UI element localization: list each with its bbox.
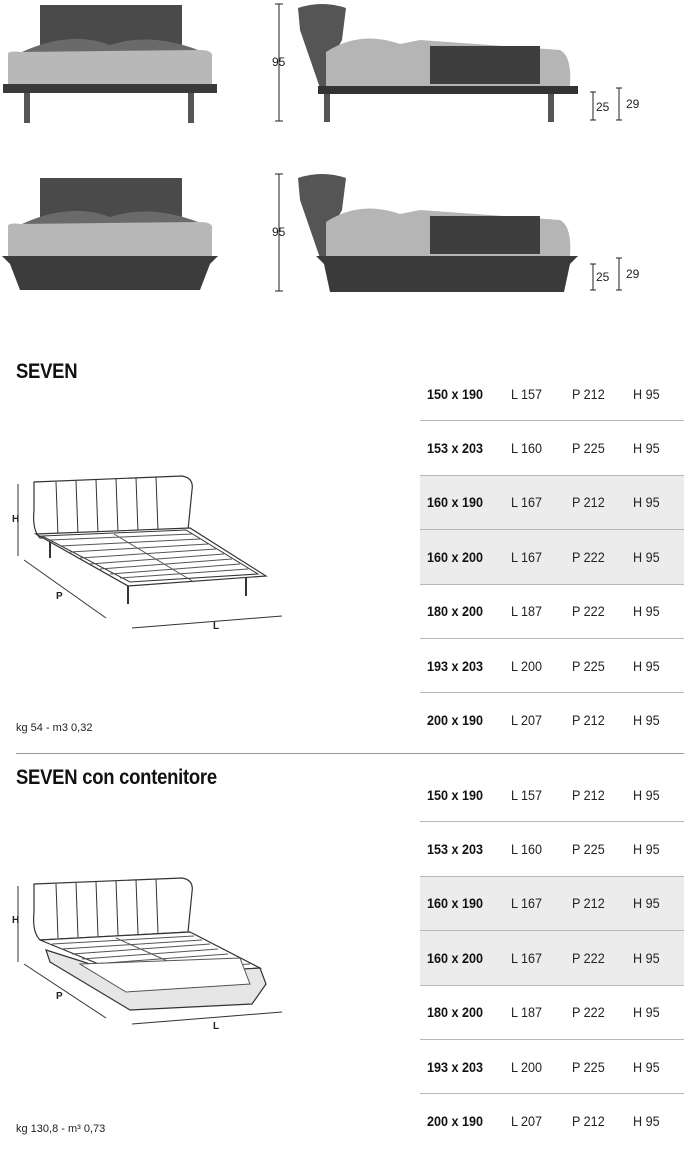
bed-side-view-storage [0,170,600,300]
row-depth: P 225 [572,1058,605,1075]
row-height: H 95 [633,548,660,565]
table-row [420,476,684,530]
row-depth: P 225 [572,657,605,674]
diagram-label-p: P [56,991,63,1002]
row-size: 150 x 190 [427,385,484,402]
row-size: 160 x 200 [427,548,484,565]
row-length: L 167 [511,494,543,511]
row-size: 160 x 200 [427,949,484,966]
table-row [420,530,684,584]
bed-storage-isometric-diagram [10,872,300,1042]
section-divider [16,753,684,754]
row-depth: P 212 [572,786,605,803]
table-row [420,822,684,876]
row-depth: P 212 [572,385,605,402]
row-depth: P 222 [572,603,605,620]
row-length: L 207 [511,1113,543,1130]
row-height: H 95 [633,712,660,729]
side-dim-b: 29 [626,267,640,281]
row-height: H 95 [633,385,660,402]
table-row [420,1040,684,1094]
row-size: 193 x 203 [427,657,484,674]
side-dim-b: 29 [626,97,640,111]
table-row [420,1094,684,1147]
row-size: 160 x 190 [427,494,484,511]
row-size: 180 x 200 [427,1004,484,1021]
row-length: L 200 [511,657,543,674]
table-row [420,986,684,1040]
row-length: L 157 [511,786,543,803]
row-size: 153 x 203 [427,440,484,457]
size-table [420,367,684,747]
table-row [420,693,684,746]
diagram-label-h: H [12,514,20,525]
row-length: L 167 [511,548,543,565]
row-height: H 95 [633,440,660,457]
row-size: 160 x 190 [427,895,484,912]
diagram-label-h: H [12,915,20,926]
row-height: H 95 [633,603,660,620]
row-length: L 200 [511,1058,543,1075]
row-size: 150 x 190 [427,786,484,803]
table-row [420,585,684,639]
front-height-label: 95 [272,55,286,69]
table-row [420,877,684,931]
row-height: H 95 [633,786,660,803]
row-depth: P 212 [572,1113,605,1130]
row-size: 200 x 190 [427,1113,484,1130]
bed-isometric-diagram [10,470,300,640]
row-size: 153 x 203 [427,841,484,858]
row-depth: P 225 [572,440,605,457]
table-row [420,367,684,421]
row-length: L 187 [511,1004,543,1021]
row-height: H 95 [633,1113,660,1130]
row-depth: P 212 [572,895,605,912]
side-dim-a: 25 [596,270,610,284]
row-depth: P 222 [572,548,605,565]
row-height: H 95 [633,494,660,511]
row-depth: P 222 [572,1004,605,1021]
section-title: SEVEN con contenitore [16,766,217,789]
front-height-label: 95 [272,225,286,239]
row-depth: P 225 [572,841,605,858]
side-dim-a: 25 [596,100,610,114]
row-height: H 95 [633,657,660,674]
row-height: H 95 [633,949,660,966]
diagram-label-p: P [56,591,63,602]
diagram-label-l: L [213,621,220,632]
section-title: SEVEN [16,360,78,383]
row-height: H 95 [633,841,660,858]
row-length: L 160 [511,841,543,858]
row-size: 193 x 203 [427,1058,484,1075]
table-row [420,421,684,475]
row-length: L 167 [511,949,543,966]
row-length: L 167 [511,895,543,912]
row-depth: P 212 [572,712,605,729]
row-length: L 187 [511,603,543,620]
row-size: 180 x 200 [427,603,484,620]
bed-side-view-legs [0,0,600,130]
row-height: H 95 [633,1058,660,1075]
weight-volume-label: kg 130,8 - m³ 0,73 [16,1123,106,1135]
row-height: H 95 [633,1004,660,1021]
table-row [420,768,684,822]
size-table [420,768,684,1148]
weight-volume-label: kg 54 - m3 0,32 [16,722,93,734]
row-length: L 157 [511,385,543,402]
diagram-label-l: L [213,1021,220,1032]
row-depth: P 212 [572,494,605,511]
row-height: H 95 [633,895,660,912]
table-row [420,931,684,985]
row-length: L 207 [511,712,543,729]
row-depth: P 222 [572,949,605,966]
row-size: 200 x 190 [427,712,484,729]
row-length: L 160 [511,440,543,457]
table-row [420,639,684,693]
